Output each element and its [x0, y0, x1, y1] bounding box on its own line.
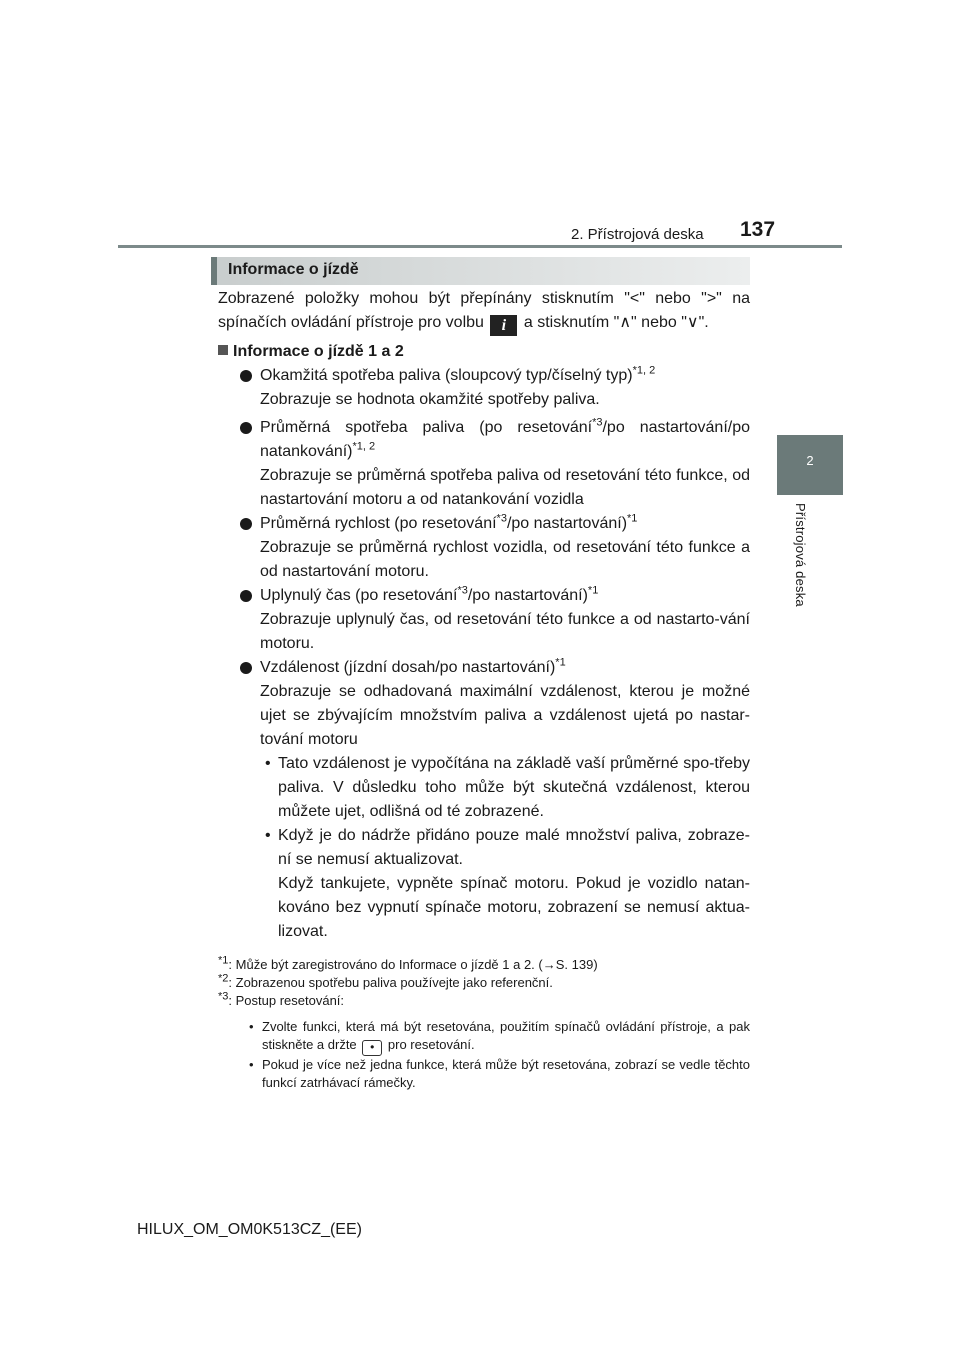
item-description: Zobrazuje se odhadovaná maximální vzdálenost, kterou je možné ujet se zbývajícím množstvím paliva a vzdálenost ujetá po nastar-tování motoru	[260, 683, 750, 748]
item-description: Zobrazuje se hodnota okamžité spotřeby paliva.	[260, 391, 600, 408]
list-item: Vzdálenost (jízdní dosah/po nastartování)$^{*1}$	[218, 656, 750, 680]
header-rule	[118, 245, 842, 248]
footnote-3: $^{*3}$: Postup resetování:	[218, 990, 345, 1008]
info-icon: i	[490, 315, 517, 336]
header-section: 2. Přístrojová deska	[571, 226, 704, 243]
section-title: Informace o jízdě	[228, 261, 359, 278]
sub-bullet: • Když je do nádrže přidáno pouze malé množství paliva, zobraze-ní se nemusí aktualizovat.	[218, 824, 750, 872]
side-tab-label: Přístrojová deska	[793, 503, 808, 607]
list-item: Průměrná rychlost (po resetování$^{*3}$/po nastartování)$^{*1}$	[218, 512, 750, 536]
sub-bullet: • Tato vzdálenost je vypočítána na základě vaší průměrné spo-třeby paliva. V důsledku toho může být skutečná vzdálenost, kterou můžete ujet, odlišná od té zobrazené.	[218, 752, 750, 824]
subsection-title: Informace o jízdě 1 a 2	[233, 343, 404, 360]
footnote-3-bullet: • Pokud je více než jedna funkce, která může být resetována, zobrazí se vedle těchto funkcí zatrhávací rámečky.	[218, 1056, 750, 1092]
footnote-1: $^{*1}$: Může být zaregistrováno do Informace o jízdě 1 a 2. (→S. 139)	[218, 954, 598, 972]
round-bullet-icon	[240, 370, 252, 382]
side-tab-number: 2	[777, 435, 843, 495]
round-bullet-icon	[240, 662, 252, 674]
round-bullet-icon	[240, 518, 252, 530]
round-bullet-icon	[240, 590, 252, 602]
list-item: Průměrná spotřeba paliva (po resetování$^{*3}$/po nastartování/po natankování)$^{*1, 2}$	[218, 416, 750, 464]
intro-paragraph	[218, 287, 750, 336]
list-item: Okamžitá spotřeba paliva (sloupcový typ/číselný typ)$^{*1, 2}$	[218, 364, 750, 388]
ok-button-icon: •	[362, 1040, 382, 1056]
intro-text-a: Zobrazené položky mohou být přepínány stisknutím "<" nebo ">" na spínačích ovládání přístroje pro volbu	[218, 290, 750, 331]
item-description: Zobrazuje se průměrná rychlost vozidla, od resetování této funkce a od nastartování motoru.	[260, 539, 750, 580]
footer-code: HILUX_OM_OM0K513CZ_(EE)	[137, 1221, 362, 1238]
section-heading-bar	[211, 257, 750, 285]
round-bullet-icon	[240, 422, 252, 434]
item-description: Zobrazuje uplynulý čas, od resetování této funkce a od nastarto-vání motoru.	[260, 611, 750, 652]
sub-bullet-continuation: Když tankujete, vypněte spínač motoru. Pokud je vozidlo natan-kováno bez vypnutí spínače motoru, zobrazení se nemusí aktua-lizovat.	[278, 875, 750, 940]
content	[218, 287, 750, 1092]
item-description: Zobrazuje se průměrná spotřeba paliva od resetování této funkce, od nastartování motoru a od natankování vozidla	[260, 467, 750, 508]
list-item: Uplynulý čas (po resetování$^{*3}$/po nastartování)$^{*1}$	[218, 584, 750, 608]
footnote-3-bullet: • Zvolte funkci, která má být resetována, použitím spínačů ovládání přístroje, a pak stiskněte a držte • pro resetování.	[218, 1018, 750, 1056]
footnote-2: $^{*2}$: Zobrazenou spotřebu paliva používejte jako referenční.	[218, 972, 553, 990]
square-bullet-icon	[218, 345, 228, 355]
intro-text-b: a stisknutím "∧" nebo "∨".	[523, 314, 709, 331]
subsection-heading	[218, 340, 750, 364]
page-number: 137	[740, 218, 776, 241]
